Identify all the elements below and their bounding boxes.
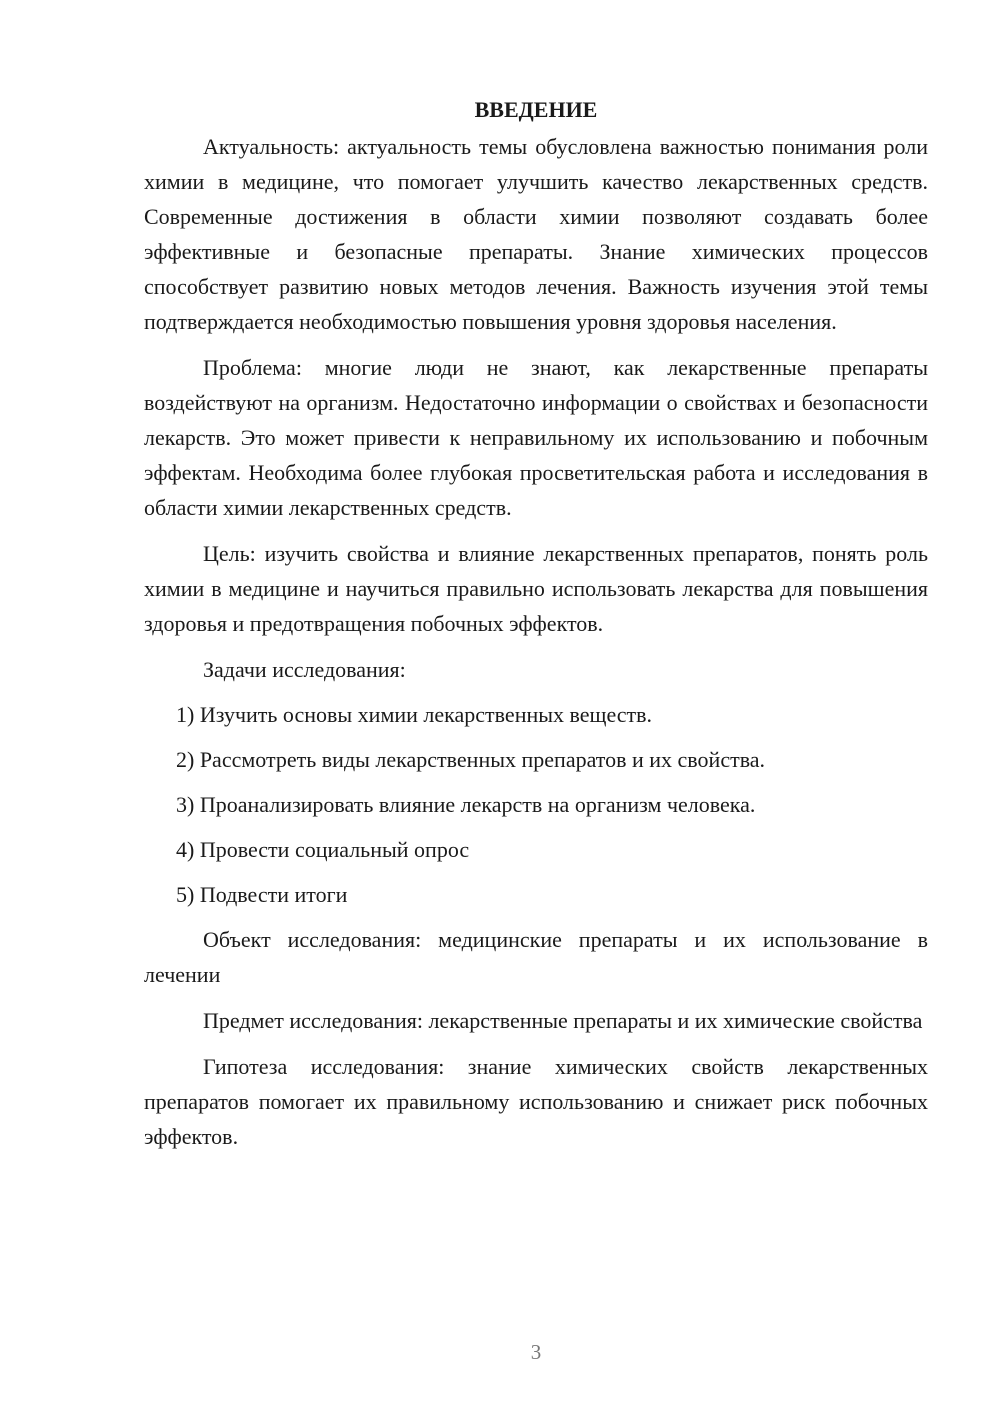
subject-paragraph: Предмет исследования: лекарственные препараты и их химические свойства — [203, 1008, 923, 1033]
page-number: 3 — [530, 1340, 542, 1364]
tasks-heading: Задачи исследования: — [203, 657, 406, 682]
task-item: 5) Подвести итоги — [176, 882, 348, 907]
goal-paragraph: Цель: изучить свойства и влияние лекарственных препаратов, понять роль химии в медицине и научиться правильно использовать лекарства для повышения здоровья и предотвращения побочных эффектов. — [144, 541, 928, 636]
object-paragraph: Объект исследования: медицинские препараты и их использование в лечении — [144, 927, 928, 987]
hypothesis-paragraph: Гипотеза исследования: знание химических свойств лекарственных препаратов помогает их правильному использованию и снижает риск побочных эффектов. — [144, 1054, 928, 1149]
page-content — [144, 92, 928, 1165]
task-item: 3) Проанализировать влияние лекарств на организм человека. — [176, 792, 756, 817]
relevance-paragraph: Актуальность: актуальность темы обусловлена важностью понимания роли химии в медицине, что помогает улучшить качество лекарственных средств. Современные достижения в области химии позволяют создавать более эффективные и безопасные препараты. Знание химических процессов способствует развитию новых методов лечения. Важность изучения этой темы подтверждается необходимостью повышения уровня здоровья населения. — [144, 134, 928, 334]
task-item: 2) Рассмотреть виды лекарственных препаратов и их свойства. — [176, 747, 766, 772]
task-item: 4) Провести социальный опрос — [176, 837, 470, 862]
tasks-list — [144, 697, 928, 912]
problem-paragraph: Проблема: многие люди не знают, как лекарственные препараты воздействуют на организм. Недостаточно информации о свойствах и безопасности лекарств. Это может привести к неправильному их использованию и побочным эффектам. Необходима более глубокая просветительская работа и исследования в области химии лекарственных средств. — [144, 355, 928, 520]
section-title: ВВЕДЕНИЕ — [474, 97, 598, 122]
task-item: 1) Изучить основы химии лекарственных веществ. — [176, 702, 653, 727]
